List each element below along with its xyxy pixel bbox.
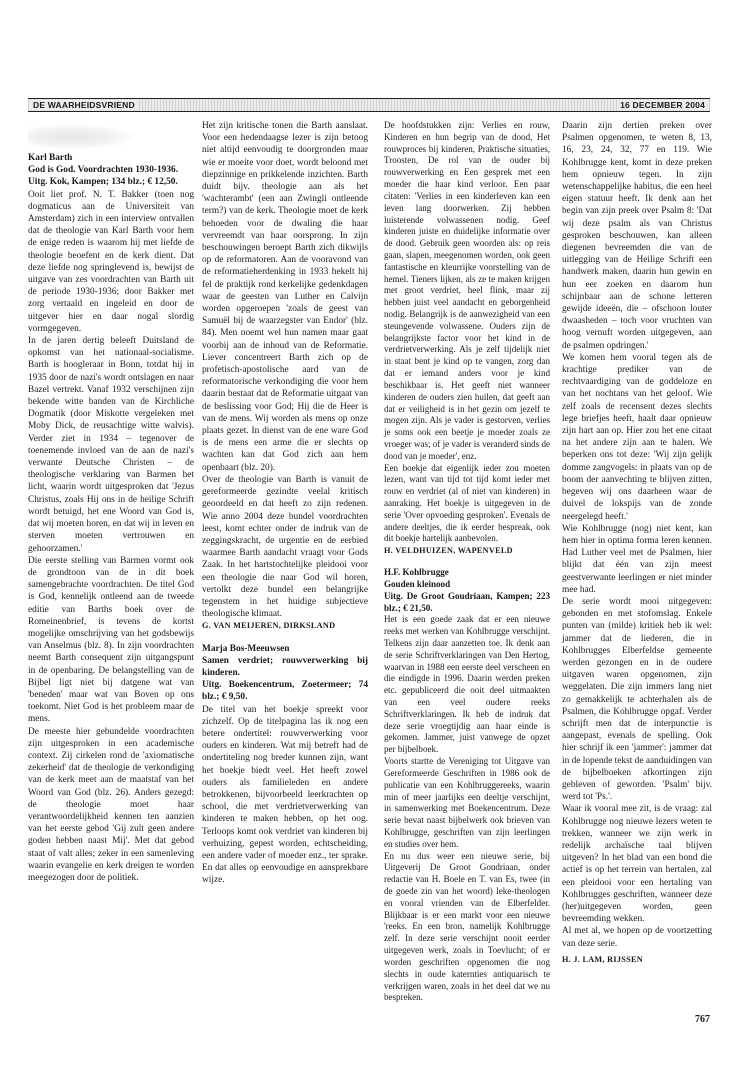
review3-publisher: Uitg. De Groot Goudriaan, Kampen; 223 blz.; € 21,50. bbox=[384, 590, 550, 613]
review1-title: God is God. Voordrachten 1930-1936. bbox=[28, 165, 179, 176]
review3-paragraph: De serie wordt mooi uitgegeven: gebonden en met stofomslag. Enkele punten van (milde) kritiek heb ik wel: jammer dat de liederen, die in Kohlbrugges Elberfeldse gemeente werden gezongen en in de oudere uitgaven waren opgenomen, zijn weggelaten. Die zijn immers lang niet zo gemakkelijk te achterhalen als de Psalmen, die Kohlbrugge opgaf. Verder schrijft men dat de interpunctie is aangepast, evenals de spelling. Ook hier schrijf ik een 'jammer': jammer dat in de lopende tekst de aanduidingen van de bijbelboeken afkortingen zijn gebleven of geworden. 'Psalm' bijv. werd tot 'Ps.'. bbox=[562, 596, 712, 803]
review1-publisher: Uitg. Kok, Kampen; 134 blz.; € 12,50. bbox=[28, 177, 178, 188]
review2-paragraph: De titel van het boekje spreekt voor zichzelf. Op de titelpagina las ik nog een betere ondertitel: rouwverwerking voor ouders en kinderen. Wat mij betreft had de ondertiteling nog breder kunnen zijn, want het boekje biedt veel. Het heeft zowel ouders als familieleden en andere betrokkenen, bijvoorbeeld leerkrachten op school, die met verdrietverwerking van kinderen te maken hebben, op het oog. Terloops komt ook verdriet van kinderen bij verhuizing, gepest worden, echtscheiding, een andere vader of moeder enz., ter sprake. En dat alles op eenvoudige en aansprekbare wijze. bbox=[202, 704, 368, 886]
review3-paragraph: Wie Kohlbrugge (nog) niet kent, kan hem hier in optima forma leren kennen. Had Luther veel met de Psalmen, hier blijkt dat één van zijn meest geestverwante leerlingen er niet minder mee had. bbox=[562, 523, 712, 595]
review2-author: Marja Bos-Meeuwsen bbox=[202, 643, 290, 654]
review1-author: Karl Barth bbox=[28, 153, 73, 163]
library-stamp bbox=[28, 124, 138, 150]
review3-paragraph: Daarin zijn dertien preken over Psalmen opgenomen, te weten 8, 13, 16, 23, 24, 32, 77 en 119. Wie Kohlbrugge kent, komt in deze preken hem opnieuw tegen. In zijn wetenschappelijke habitus, die een heel eigen statuur heeft. Ik denk aan het begin van zijn preek over Psalm 8: 'Dat wij deze psalm als van Christus gesproken beschouwen, kan alleen diegenen bevreemden die van de uitlegging van de Heilige Schrift een handwerk maken, daarin hun gewin en hun eer zoeken en daarom hun schijnbaar aan de schone letteren gewijde ideeën, die – ofschoon louter dwaasheden – toch voor vruchten van hoog vernuft worden uitgegeven, aan de psalmen opdringen.' bbox=[562, 121, 712, 351]
review1-paragraph: Het zijn kritische tonen die Barth aanslaat. Voor een hedendaagse lezer is zijn betoog niet altijd eenvoudig te doorgronden maar wie er moeite voor doet, wordt beloond met diepzinnige en prikkelende inzichten. Barth duidt bijv. theologie aan als het 'wachterambt' (een aan Zwingli ontleende term?) van de kerk. Theologie moet de kerk behoeden voor de dwaling die haar vervreemdt van haar oorsprong. In zijn beschouwingen beroept Barth zich dikwijls op de reformatoren. Aan de vooravond van de reformatieherdenking in 1933 hekelt hij fel de praktijk rond kerkelijke gedenkdagen waar de geesten van Luther en Calvijn worden opgeroepen 'zoals de geest van Samuël bij de waarzegster van Endor' (blz. 84). Men noemt wel hun namen maar gaat voorbij aan de inhoud van de Reformatie. Liever concentreert Barth zich op de profetisch-apostolische aard van de reformatorische verkondiging die voor hem daarin bestaat dat de Reformatie uitgaat van de beslissing voor God; Hij die de Heer is van de mens. Wij worden als mens op onze plaats gezet. In dienst van de ene ware God is de mens een arme die er slechts op wachten kan dat God zich aan hem openbaart (blz. 20). bbox=[202, 121, 368, 473]
page-number: 767 bbox=[695, 1014, 710, 1025]
review1-reviewer: G. VAN MEIJEREN, DIRKSLAND bbox=[202, 621, 336, 631]
review3-paragraph: Al met al, we hopen op de voortzetting van deze serie. bbox=[562, 926, 712, 949]
column-2 bbox=[202, 120, 368, 887]
column-4 bbox=[562, 120, 712, 966]
review3-paragraph: We komen hem vooral tegen als de krachtige prediker van de rechtvaardiging van de goddeloze en van het nochtans van het geloof. Wie zelf zoals de recensent dezes slechts lege briefjes heeft, haalt daar opnieuw zijn hart aan op. Hier zou het ene citaat na het andere zijn aan te halen. We beperken ons tot deze: 'Wij zijn gelijk domme zangvogels: in plaats van op de boom der aanvechting te blijven zitten, begeven wij ons daarheen waar de duivel de lokspijs van de zonde neergelegd heeft.' bbox=[562, 352, 712, 522]
review2-paragraph: De hoofdstukken zijn: Verlies en rouw, Kinderen en hun begrip van de dood, Het rouwproces bij kinderen, Praktische situaties, Troosten, De rol van de ouder bij rouwverwerking en Een gesprek met een moeder die haar kind verloor. Een paar citaten: 'Verlies in een kinderleven kan een leven lang doorwerken. Zij hebben luisterende volwassenen nodig. Geef kinderen juiste en duidelijke informatie over de dood. Gebruik geen woorden als: op reis gaan, slapen, meegenomen worden, ook geen fantastische en kleurrijke voorstelling van de hemel. Tieners lijken, als ze te maken krijgen met groot verdriet, heel flink, maar zij hebben juist veel aandacht en geborgenheid nodig. Belangrijk is de aanwezigheid van een steungevende volwassene. Ouders zijn de belangrijkste factor voor het kind in de verdrietverwerking. Als je zelf tijdelijk niet in staat bent je kind op te vangen, zorg dan dat er iemand anders voor je kind beschikbaar is. Het geeft niet wanneer kinderen de ouders zien huilen, dat geeft aan dat er veiligheid is in het gezin om jezelf te mogen zijn. Als je vader is gestorven, verlies je soms ook een beetje je moeder zoals ze vroeger was; of je vader is veranderd sinds de dood van je moeder', enz. bbox=[384, 120, 550, 461]
review1-paragraph: Ooit liet prof. N. T. Bakker (toen nog dogmaticus aan de Universiteit van Amsterdam) zich in een interview ontvallen dat de theologie van Karl Barth voor hem de enige reden is waarom hij met liefde de theologie beoefent en de kerk dient. Dat deze liefde nog springlevend is, bewijst de uitgave van zes voordrachten van Barth uit de periode 1930-1936; door Bakker met zorg vertaald en ingeleid en door de uitgever hier en daar nogal slordig vormgegeven. bbox=[28, 189, 194, 334]
review3-paragraph: Voorts startte de Vereniging tot Uitgave van Gereformeerde Geschriften in 1986 ook de publicatie van een Kohlbruggereeks, waarin min of meer jaarlijks een deeltje verschijnt, in samenwerking met Boekencentrum. Deze serie bevat naast bijbelwerk ook brieven van Kohlbrugge, geschriften van zijn leerlingen en studies over hem. bbox=[384, 756, 550, 849]
review1-paragraph: Over de theologie van Barth is vanuit de gereformeerde gezindte veelal kritisch geoordeeld en dat heeft zo zijn redenen. Wie anno 2004 deze bundel voordrachten leest, komt echter onder de indruk van de zeggingskracht, de urgentie en de eerbied waarmee Barth aandacht vraagt voor Gods Zaak. In het hartstochtelijke pleidooi voor een theologie die naar God wil horen, vertolkt deze bundel een belangrijke tegenstem in het huidige subjectieve theologische klimaat. bbox=[202, 474, 368, 620]
review3-author: H.F. Kohlbrugge bbox=[384, 567, 449, 578]
review1-paragraph: In de jaren dertig beleeft Duitsland de opkomst van het nationaal-socialisme. Barth is hoogleraar in Bonn, totdat hij in 1935 door de nazi's wordt ontslagen en naar Bazel vertrekt. Vanaf 1932 verschijnen zijn bekende witte banden van de Kirchliche Dogmatik (door Miskotte vergeleken met Moby Dick, de reusachtige witte walvis). Verder ziet in 1934 – tegenover de toenemende invloed van de aan de nazi's verwante Deutsche Christen – de theologische verklaring van Barmen het licht, waarin wordt uitgesproken dat 'Jezus Christus, zoals Hij ons in de heilige Schrift wordt betuigd, het ene Woord van God is, dat wij moeten horen, en dat wij in leven en sterven moeten vertrouwen en gehoorzamen.' bbox=[28, 336, 194, 554]
review1-paragraph: De meeste hier gebundelde voordrachten zijn uitgesproken in een academische context. Zij cirkelen rond de 'axiomatische zekerheid' dat de theologie de verkondiging van de kerk meet aan de maatstaf van het Woord van God (blz. 26). Anders gezegd: de theologie moet haar verantwoordelijkheid kennen ten aanzien van het eerste gebod 'Gij zult geen andere goden hebben naast Mij'. Met dat gebod staat of valt alles; zeker in een samenleving waarin evangelie en kerk dreigen te worden meegezogen door de politiek. bbox=[28, 726, 194, 883]
review3-paragraph: Het is een goede zaak dat er een nieuwe reeks met werken van Kohlbrugge verschijnt. Telkens zijn daar aanzetten toe. Ik denk aan de serie Schriftverklaringen van Den Hertog, waarvan in 1988 een eerste deel verscheen en die eindigde in 1996. Daarin werden preken etc. gepubliceerd die ooit deel uitmaakten van een veel oudere reeks Schriftverklaringen. Ik heb de indruk dat deze serie vroegtijdig aan haar einde is gekomen. Jammer, juist vanwege de opzet per bijbelboek. bbox=[384, 614, 550, 755]
issue-date: 16 DECEMBER 2004 bbox=[617, 100, 708, 110]
review2-paragraph: Een boekje dat eigenlijk ieder zou moeten lezen, want van tijd tot tijd komt ieder met rouw en verdriet (al of niet van kinderen) in aanraking. Het boekje is uitgegeven in de serie 'Over opvoeding gesproken'. Evenals de andere deeltjes, die ik eerder bespreak, ook dit boekje hartelijk aanbevolen. bbox=[384, 462, 550, 544]
publication-name: DE WAARHEIDSVRIEND bbox=[30, 100, 138, 110]
review1-paragraph: Die eerste stelling van Barmen vormt ook de grondtoon van de in dit boek samengebrachte voordrachten. De titel God is God, kennelijk ontleend aan de tweede editie van Barths boek over de Romeinenbrief, is tevens de kortst mogelijke omschrijving van het godsbewijs van Anselmus (blz. 8). In zijn voordrachten neemt Barth consequent zijn uitgangspunt in de openbaring. De belangstelling van de Bijbel ligt niet bij datgene wat van 'beneden' maar wat van Boven op ons toekomt. Niet God is het probleem maar de mens. bbox=[28, 555, 194, 725]
review3-reviewer: H. J. LAM, RIJSSEN bbox=[562, 954, 643, 964]
review3-paragraph: En nu dus weer een nieuwe serie, bij Uitgeverij De Groot Goudriaan, onder redactie van H. Boele en T. van Es, twee (in de goede zin van het woord) leke-theologen en vooral vrienden van de Elberfelder. Blijkbaar is er een markt voor een nieuwe 'reeks. En een bron, namelijk Kohlbrugge zelf. In deze serie verschijnt nooit eerder uitgegeven werk, zoals in Toevlucht; of er worden geschriften opgenomen die nog slechts in oude katernties antiquarisch te verkrijgen waren, zoals in het deel dat we nu bespreken. bbox=[384, 850, 550, 1003]
running-header bbox=[28, 98, 710, 112]
review2-title: Samen verdriet; rouwverwerking bij kinderen. bbox=[202, 655, 368, 678]
review3-paragraph: Waar ik vooral mee zit, is de vraag: zal Kohlbrugge nog nieuwe lezers weten te trekken, wanneer we zijn werk in redelijk archaïsche taal blijven uitgeven? In het blad van een bond die actief is op het terrein van hertalen, zal een pleidooi voor een hertaling van Kohlbrugges geschriften, wanneer deze (her)uitgegeven worden, geen bevreemding wekken. bbox=[562, 804, 712, 925]
column-3 bbox=[384, 120, 550, 1004]
review2-reviewer: H. VELDHUIZEN, WAPENVELD bbox=[384, 546, 513, 556]
review2-publisher: Uitg. Boekencentrum, Zoetermeer; 74 blz.; € 9,50. bbox=[202, 680, 368, 703]
column-1 bbox=[28, 152, 194, 884]
review3-title: Gouden kleinood bbox=[384, 578, 451, 589]
